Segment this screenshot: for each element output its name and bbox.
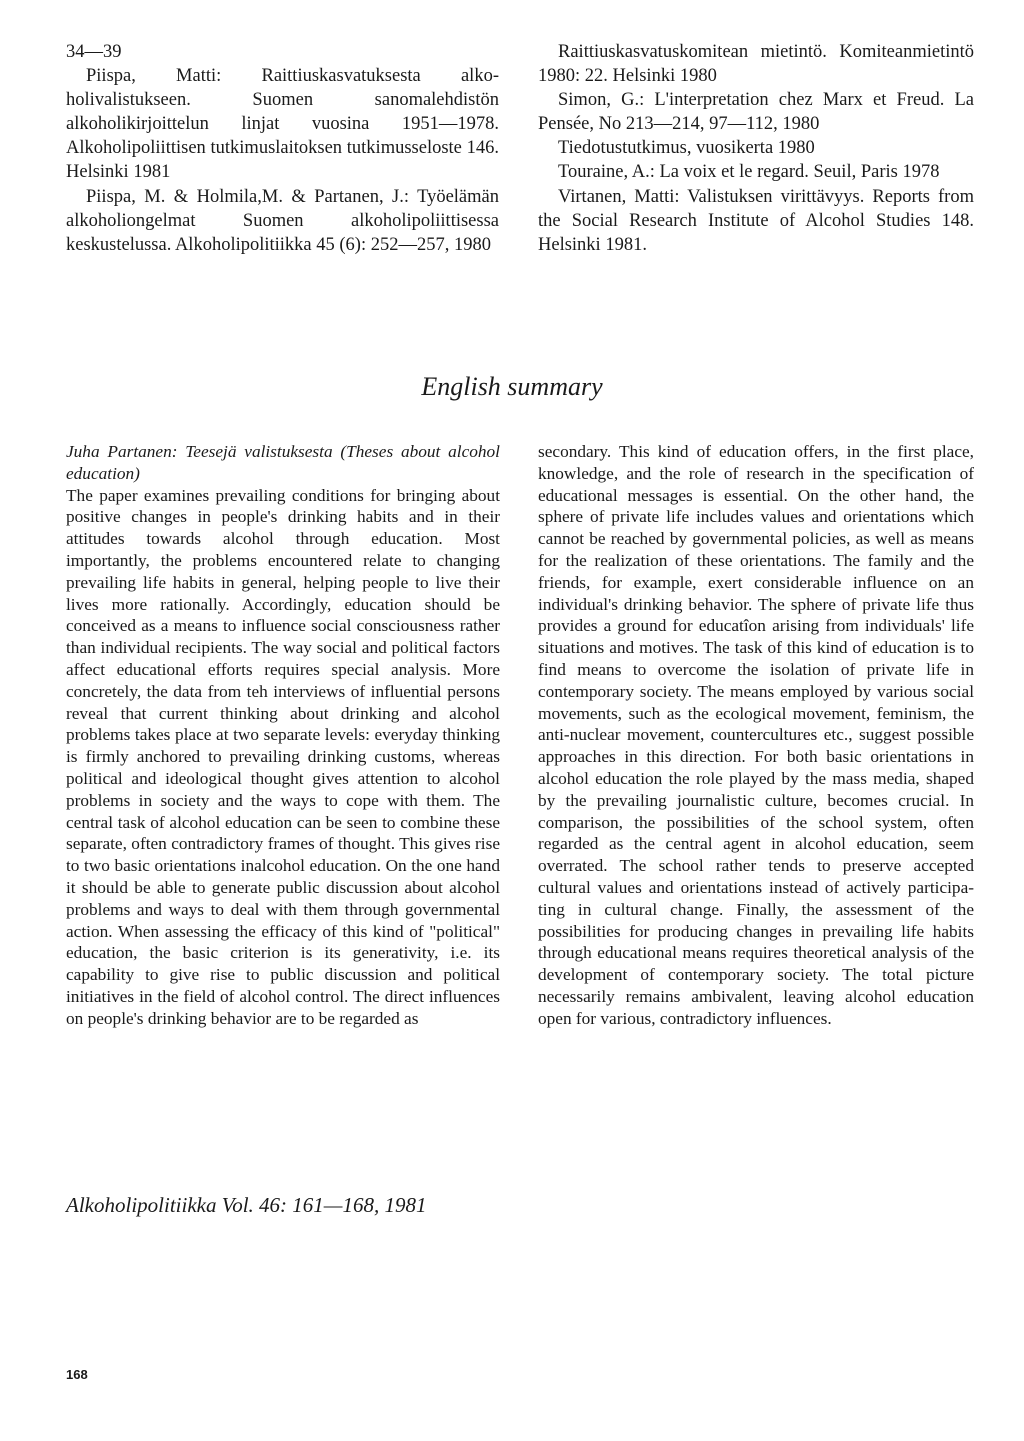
reference-continuation: 34—39 bbox=[66, 42, 122, 62]
references-right-column bbox=[538, 40, 974, 257]
summary-title: English summary bbox=[421, 372, 603, 401]
journal-citation: Alkoholipolitiikka Vol. 46: 161—168, 1981 bbox=[66, 1193, 427, 1217]
reference-entry: Touraine, A.: La voix et le regard. Seuil, Paris 1978 bbox=[558, 162, 940, 183]
reference-entry: Virtanen, Matti: Valistuksen virittävyys. Reports from the Social Research Institute of Alcohol Studies 148. Helsinki 1981. bbox=[538, 186, 974, 255]
reference-entry: Piispa, M. & Holmila,M. & Partanen, J.: Työelämän alkoholiongelmat Suomen alkoholipoliittisessa keskustelussa. Alkoholipolitiikka 45 (6): 252—257, 1980 bbox=[66, 186, 499, 255]
reference-entry: Simon, G.: L'interpretation chez Marx et Freud. La Pensée, No 213—214, 97—112, 1980 bbox=[538, 90, 974, 135]
summary-left-column bbox=[66, 441, 500, 1030]
reference-entry: Piispa, Matti: Raittiuskasvatuksesta alkoholivalistukseen. Suomen sanomalehdistön alkoholikirjoittelun linjat vuosina 1951—1978. Alkoholipoliittisen tutkimuslaitoksen tutkimusseloste 146. Helsinki 1981 bbox=[66, 66, 499, 183]
reference-entry: Raittiuskasvatuskomitean mietintö. Komiteanmietintö 1980: 22. Helsinki 1980 bbox=[538, 42, 974, 87]
summary-body-left: The paper examines prevailing conditions for bringing about positive changes in people's drinking habits and in their attitudes towards alcohol through education. Most importantly, the problems encountered relate to changing prevailing life habits in general, helping people to live their lives more rationally. Accordingly, education should be conceived as a means to influence social consciousness rather than individual recipients. The way social and political factors affect educational efforts requires special analysis. More concretely, the data from teh interviews of influential persons reveal that current thinking about drinking and alcohol problems takes place at two separate levels: everyday thinking is firmly anchored to prevailing drinking customs, whereas political and ideological thought gives attention to alcohol problems in society and the ways to cope with them. The central task of alcohol education can be seen to combine these separate, often contradictory frames of thought. This gives rise to two basic orientations inalcohol education. On the one hand it should be able to generate public discussion about alcohol problems and ways to deal with them through governmental action. When assessing the efficacy of this kind of "political" education, the basic criterion is its generativity, i.e. its capability to give rise to public discussion and political initiatives in the field of alcohol control. The direct influences on people's drinking behavior are to be regarded as bbox=[66, 485, 500, 1028]
page-number: 168 bbox=[66, 1367, 88, 1382]
summary-body-right: secondary. This kind of education offers, in the first place, knowledge, and the role of research in the specification of educational messages is essential. On the other hand, the sphere of private life includes values and orientations which cannot be reached by governmental policies, as well as means for the realization of these orientations. The family and the friends, for example, exert considerable influence on an individual's drinking behavior. The sphere of private life thus provides a ground for educatîon arising from individuals' life situations and motives. The task of this kind of education is to find means to overcome the isolation of private life in contemporary society. The means employed by various social movements, such as the ecological movement, feminism, the anti-nuclear movement, countercultures etc., suggest possible approaches in this direction. For both basic orientations in alcohol education the role played by the mass media, shaped by the prevailing journalistic culture, becomes crucial. In comparison, the possibilities of the school system, often regarded as the central agent in alcohol education, seem overrated. The school rather tends to preserve accepted cultural values and orientations instead of actively participating in cultural change. Finally, the assessment of the possibilities for producing changes in prevailing life habits through educational means requires theoretical analysis of the development of contemporary society. The total picture necessarily remains ambivalent, leaving alcohol education open for various, contradictory influences. bbox=[538, 442, 974, 1028]
summary-right-column bbox=[538, 441, 974, 1030]
reference-entry: Tiedotustutkimus, vuosikerta 1980 bbox=[558, 138, 815, 159]
references-left-column bbox=[66, 40, 499, 257]
summary-byline: Juha Partanen: Teesejä valistuksesta (Theses about alcohol education) bbox=[66, 442, 500, 483]
